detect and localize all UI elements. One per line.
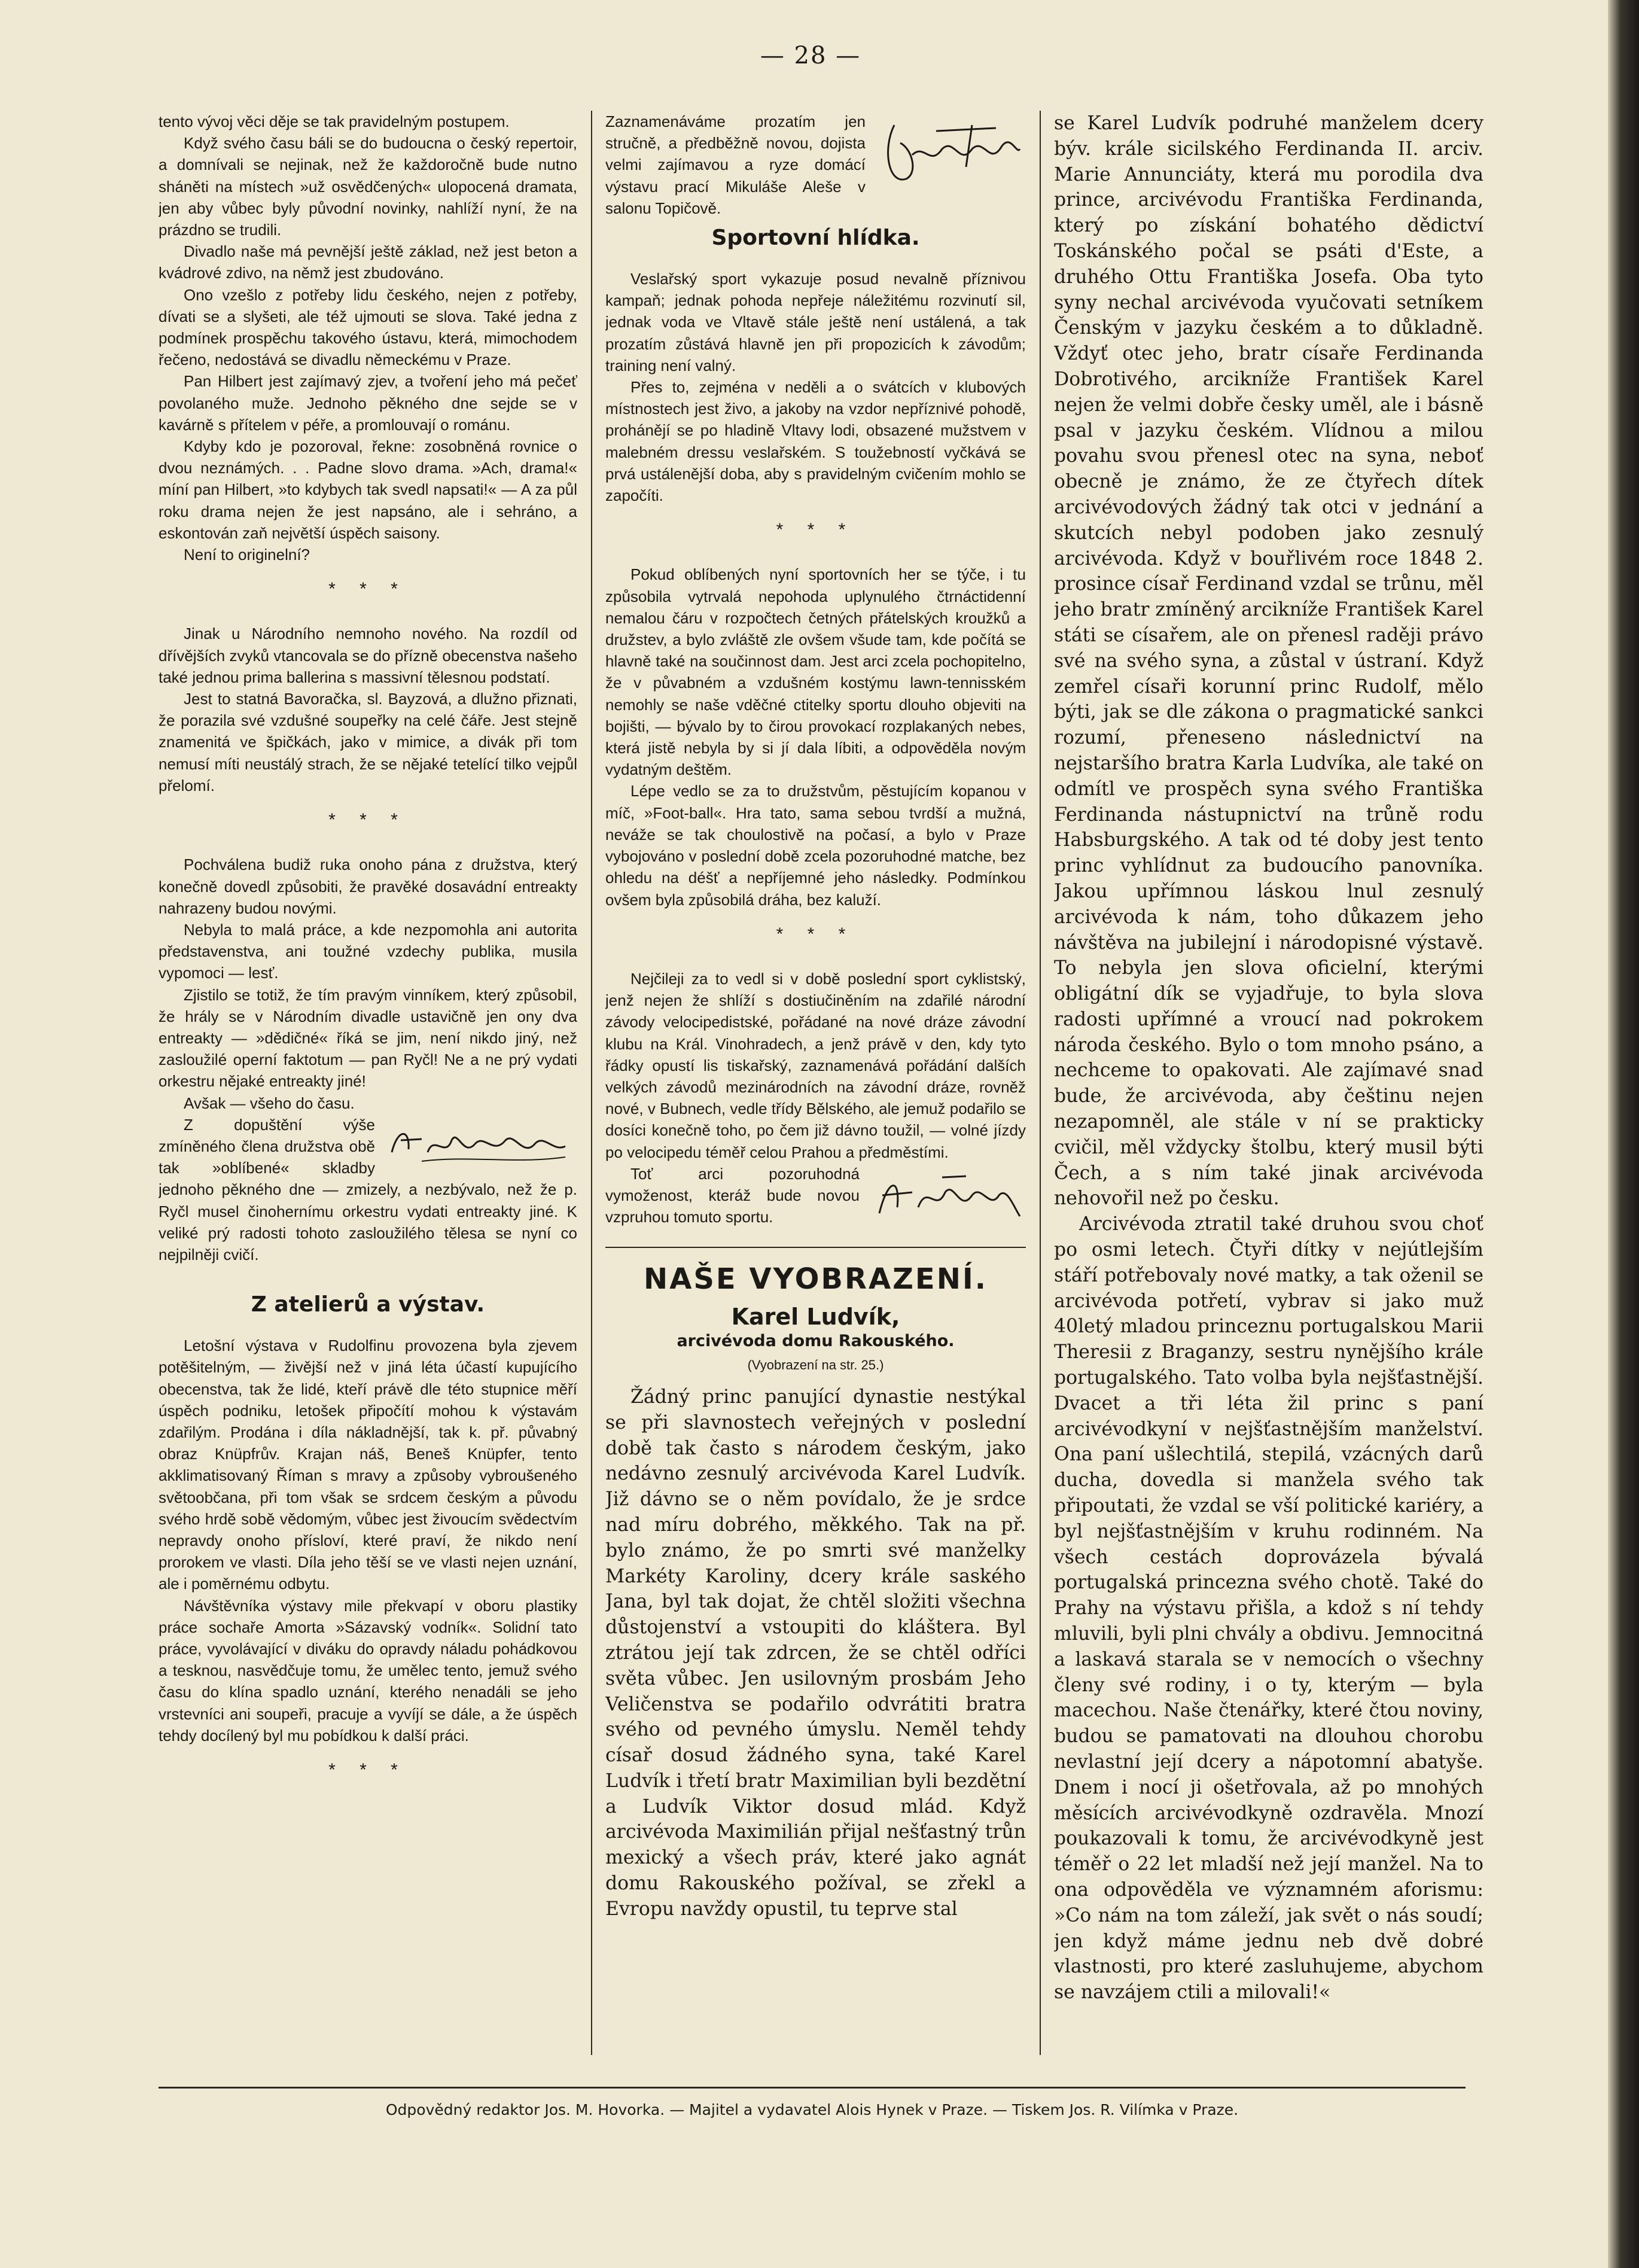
section-divider-stars: * * *	[776, 924, 855, 944]
column-3	[1054, 111, 1483, 2095]
column-separator-2	[1040, 111, 1041, 2055]
illustration-note: (Vyobrazení na str. 25.)	[747, 1357, 884, 1372]
paragraph: se Karel Ludvík podruhé manželem dcery býv. krále sicilského Ferdinanda II. arciv. Marie Annunciáty, která mu porodila dva prince, arcivévodu Františka Ferdinanda, který po získání bohatého dědictví Toskánského počal se psáti d'Este, a druhého Ottu Františka Josefa. Oba tyto syny nechal arcivévoda vyučovati setníkem Čenským v jazyku českém a to důkladně. Vždyť otec jeho, bratr císaře Ferdinanda Dobrotivého, arcikníže František Karel nejen že velmi dobře česky uměl, ale i básně psal v jazyku českém. Vlídnou a milou povahu svou přenesl otec na syna, neboť obecně je známo, že ze čtyřech dítek arcivévodových žádný tak otci v jednání a skutcích nebyl podoben jako zesnulý arcivévoda. Když v bouřlivém roce 1848 2. prosince císař Ferdinand vzdal se trůnu, měl jeho bratr zmíněný arcikníže František Karel státi se císařem, ale on přenesl raději právo své na svého syna, a zůstal v ústraní. Když zemřel císaři korunní princ Rudolf, mělo býti, jak se dle zákona o pragmatické sankci rozumí, přeneseno následnictví na nejstaršího bratra Karla Ludvíka, ale také on odmítl ve prospěch syna svého Františka Ferdinanda nástupnictví na trůně rodu Habsburgského. A tak od té doby jest tento princ vyhlídnut za budoucího panovníka. Jakou upřímnou láskou lnul zesnulý arcivévoda k nám, toho důkazem jeho návštěva na jubilejní i národopisné výstavě. To nebyla jen slova oficielní, kterými obligátní dík se vyjadřuje, to byla slova radosti upřímné a vroucí nad pokrokem národa českého. Bylo o tom mnoho psáno, a nechceme to opakovati. Ale zajímavé snad bude, že arcivévoda, aby češtinu nejen nezapomněl, ale stále v ní se prakticky cvičil, měl vždycky štolbu, který musil býti Čech, a s ním také jinak arcivévoda nehovořil než po česku.	[1054, 112, 1483, 1210]
signature-scribble	[876, 113, 1026, 203]
paragraph: Přes to, zejména v neděli a o svátcích v klubových místnostech jest živo, a jakoby na vzdor nepříznivé pohodě, prohánějí se po hladině Vltavy lodi, obsazené mužstvem v malebném dressu veslařském. S toužebností vyčkává se prvá ustálenější doba, aby s pravidelným cvičením mohlo se započíti.	[605, 378, 1026, 505]
paragraph: Pan Hilbert jest zajímavý zjev, a tvoření jeho má pečeť povolaného muže. Jednoho pěkného dne sejde se v kavárně s přítelem v péře, a promlouvají o románu.	[159, 372, 577, 434]
paragraph: Jest to statná Bavoračka, sl. Bayzová, a dlužno přiznati, že porazila své vzdušné soupeřky na celé čáře. Jest stejně znamenitá ve špičkách, jako v mimice, a divák při tom nemusí míti neustálý strach, že se nějaké tetelící tilko vejpůl přelomí.	[159, 690, 577, 794]
column-1	[159, 111, 577, 2095]
section-divider-stars: * * *	[776, 520, 855, 540]
section-heading-ateliers: Z atelierů a výstav.	[251, 1292, 485, 1317]
column-separator-1	[591, 111, 592, 2055]
paragraph: Lépe vedlo se za to družstvům, pěstujícím kopanou v míč, »Foot-ball«. Hra tato, sama sebou tvrdší a mužná, neváže se tak choulostivě na počasí, a bylo v Praze vybojováno v poslední době zcela pozoruhodné matche, bez ohledu na déšť a nepříjemné jeho následky. Podmínkou ovšem byla způsobilá dráha, bez kaluží.	[605, 782, 1026, 909]
paragraph: Žádný princ panující dynastie nestýkal se při slavnostech veřejných v poslední době tak často s národem českým, jako nedávno zesnulý arcivévoda Karel Ludvík. Již dávno se o něm povídalo, že je srdce nad míru dobrého, měkkého. Tak na př. bylo známo, že po smrti své manželky Markéty Karoliny, dcery krále saského Jana, byl tak dojat, že chtěl složiti všechna důstojenství a vstoupiti do kláštera. Byl ztrátou její tak zdrcen, že se chtěl odříci světa vůbec. Jen usilovným prosbám Jeho Veličenstva se podařilo odvrátiti bratra svého od pevného úmyslu. Neměl tehdy císař dosud žádného syna, také Karel Ludvík i třetí bratr Maximilian byli bezdětní a Ludvík Viktor dosud mlád. Když arcivévoda Maximilián přijal nešťastný trůn mexický a všech práv, které jako agnát domu Rakouského požíval, se zřekl a Evropu navždy opustil, tu teprve stal	[605, 1386, 1026, 1920]
section-heading-sport: Sportovní hlídka.	[711, 226, 920, 251]
paragraph: Kdyby kdo je pozoroval, řekne: zosobněná rovnice o dvou neznámých. . . Padne slovo drama. »Ach, drama!« míní pan Hilbert, »to kdybych tak svedl napsati!« — A za půl roku drama nejen že jest napsáno, ale i sehráno, a eskontován zaň největší úspěch saisony.	[159, 437, 577, 542]
signature-scribble	[386, 1116, 577, 1170]
section-heading-illustrations: NAŠE VYOBRAZENÍ.	[644, 1262, 988, 1296]
page-binding-edge	[1608, 0, 1639, 2268]
signature-kazimir	[386, 1116, 577, 1170]
paragraph: Avšak — všeho do času.	[184, 1094, 355, 1112]
paragraph: Zjistilo se totiž, že tím pravým vinníkem, který způsobil, že hrály se v Národním divadle ustavičně jen ony dva entreakty — »dědičné« říká se jim, není nikdo jiný, než zasloužilé operní faktotum — pan Ryčl! Ne a ne prý vydati orkestru nějaké entreakty jiné!	[159, 985, 577, 1091]
paragraph: Návštěvníka výstavy mile překvapí v oboru plastiky práce sochaře Amorta »Sázavský vodník«. Solidní tato práce, vyvolávající v diváku do opravdy náladu pohádkovou a tesknou, nasvědčuje tomu, že umělec tento, jemuž svého času do klína spadlo uznání, kterého nenadáli se jeho vrstevníci ani soupeři, pracuje a vyvíjí se dále, a že úspěch tehdy docílený byl mu pobídkou k další práci.	[159, 1596, 577, 1745]
paragraph: Nejčileji za to vedl si v době poslední sport cyklistský, jenž nejen že shlíží s dostiučiněním na zdařilé národní závody velocipedistské, pořádané na nové dráze závodní klubu na Král. Vinohradech, a jenž právě v den, kdy tyto řádky opustí lis tiskařský, zaznamenává pořádání dalších velkých závodů mezinárodních na závodní dráze, rovněž nové, v Bubnech, vedle třídy Bělského, ale jemuž podařilo se dosíci konečně toho, po čem již dávno toužil, — volné jízdy po velocipedu téměř celou Prahou a předměstími.	[605, 969, 1026, 1161]
paragraph: Jinak u Národního nemnoho nového. Na rozdíl od dřívějších zvyků vtancovala se do přízně obecenstva našeho také jednou prima ballerina s massivní tělesnou podstatí.	[159, 625, 577, 686]
paragraph: Arcivévoda ztratil také druhou svou choť po osmi letech. Čtyři dítky v nejútlejším stáří potřebovaly nové matky, a tak oženil se arcivévoda potřetí, vybrav si jako muž 40letý mladou princeznu portugalskou Marii Theresii z Braganzy, sestru nynějšího krále portugalského. Tato volba byla nejšťastnější. Dvacet a tři léta žil princ s paní arcivévodkyní v nejšťastnějším manželství. Ona paní ušlechtilá, stepilá, vzácných darů ducha, dovedla si manžela svého tak připoutati, že vzdal se vší politické kariéry, a byl nejšťastnějším v kruhu rodinném. Na všech cestách doprovázela bývalá portugalská princezna svého chotě. Také do Prahy na výstavu přišla, a kdož s ní tehdy mluvili, byli plni chvály a obdivu. Jemnocitná a laskavá starala se v nemocích o všechny členy své rodiny, i o ty, kterým — byla macechou. Naše čtenářky, které čtou noviny, budou se pamatovati na dlouhou chorobu nevlastní její dcery a nápotomní abatyše. Dnem i nocí ji ošetřovala, až po mnohých měsících arcivévodkyně ozdravěla. Mnozí poukazovali k tomu, že arcivévodkyně jest téměř o 22 let mladší než její manžel. Na to ona odpověděla ve významném aforismu: »Co nám na tom záleží, jak svět o nás soudí; jen když máme jednu neb dvě dobré vlastnosti, pro které zasluhujeme, abychom se navzájem ctili a milovali!«	[1054, 1213, 1483, 2004]
paragraph: Pokud oblíbených nyní sportovních her se týče, i tu způsobila vytrvalá nepohoda uplynulého čtrnáctidenní nemalou čáru v rozpočtech četných přátelských kroužků a družstev, a bylo zvláště zle ovšem všude tam, kde počítá se hlavně také na součinnost dam. Jest arci zcela pochopitelno, že v půvabném a vzdušném kostýmu lawn-tennisském nemohly se naše vděčné ctitelky sportu dlouho objeviti na bojišti, — bývalo by to čirou provokací rozplakaných nebes, která jistě nebyla by si jí dala líbiti, a odpověděla novým vydatným deštěm.	[605, 565, 1026, 779]
section-divider-stars: * * *	[328, 579, 407, 599]
paragraph: Z dopuštění výše zmíněného člena družstva obě tak »oblíbené« skladby jednoho pěkného dne — zmizely, a nezbývalo, než že p. Ryčl musel činohernímu orkestru vydati entreakty jiné. K veliké prý radosti tohoto zasloužilého tělesa se nyní co nejpilněji cvičí.	[159, 1115, 577, 1264]
paragraph: tento vývoj věci děje se tak pravidelným postupem.	[159, 112, 510, 130]
paragraph: Pochválena budiž ruka onoho pána z družstva, který konečně dovedl způsobiti, že pravěké dosavádní entreakty nahrazeny budou novými.	[159, 856, 577, 917]
paragraph: Divadlo naše má pevnější ještě základ, než jest beton a kvádrové zdivo, na němž jest zbudováno.	[159, 242, 577, 282]
section-divider-stars: * * *	[328, 1760, 407, 1780]
page-number: — 28 —	[760, 42, 861, 69]
section-rule	[605, 1247, 1026, 1248]
paragraph: Veslařský sport vykazuje posud nevalně příznivou kampaň; jednak pohoda nepřeje náležitému rozvinutí sil, jednak voda ve Vltavě stále ještě není ustálená, a tak prozatím zůstává hlavně jen při propozicích k závodům; training není valný.	[605, 270, 1026, 375]
footer-imprint: Odpovědný redaktor Jos. M. Hovorka. — Majitel a vydavatel Alois Hynek v Praze. — Tiskem Jos. R. Vilímka v Praze.	[385, 2101, 1239, 2118]
signature-scribble	[870, 1165, 1026, 1231]
paragraph: Ono vzešlo z potřeby lidu českého, nejen z potřeby, dívati se a slyšeti, ale též ujmouti se slova. Také jedna z podmínek prospěchu takového ústavu, která, mimochodem řečeno, nedostává se divadlu německému v Praze.	[159, 285, 577, 369]
subheading-name: Karel Ludvík,	[731, 1303, 900, 1330]
paragraph: Když svého času báli se do budoucna o český repertoir, a domnívali se nejinak, než že každoročně bude nutno sháněti na místech »už osvědčených« ulopocená dramata, jen aby vůbec byly původní novinky, nahlíží nyní, že na prázdno se trudili.	[159, 134, 577, 239]
paragraph: Letošní výstava v Rudolfinu provozena byla zjevem potěšitelným, — živější než v jiná léta účastí kupujícího obecenstva, tak že lidé, kteří právě dle této stupnice měří úspěch podniku, letošek připočítí mohou k výstavám zdařilým. Prodána i díla nákladnější, tak k. př. půvabný obraz Knüpfrův. Krajan náš, Beneš Knüpfer, tento akklimatisovaný Říman s mravy a způsoby vybroušeného světoobčana, při tom však se srdcem českým a původu svého hrdě sobě vědomým, vůbec jest živoucím svědectvím nepravdy onoho přísloví, které praví, že nikdo není prorokem ve vlasti. Díla jeho těší se ve vlasti nejen uznání, ale i poměrnému odbytu.	[159, 1337, 577, 1593]
section-divider-stars: * * *	[328, 810, 407, 830]
signature-amintas	[870, 1165, 1026, 1231]
column-2	[605, 111, 1026, 2095]
signature-svetly	[876, 113, 1026, 203]
subheading-title: arcivévoda domu Rakouského.	[677, 1331, 955, 1350]
paragraph: Toť arci pozoruhodná vymoženost, kteráž bude novou vzpruhou tomuto sportu.	[605, 1164, 860, 1226]
paragraph: Zaznamenáváme prozatím jen stručně, a předběžně novou, dojista velmi zajímavou a ryze domácí výstavu prací Mikuláše Aleše v salonu Topičově.	[605, 112, 866, 217]
paragraph: Není to originelní?	[184, 546, 310, 564]
paragraph: Nebyla to malá práce, a kde nezpomohla ani autorita představenstva, ani toužné vzdechy publika, musila vypomoci — lesť.	[159, 920, 577, 982]
footer-rule	[159, 2087, 1466, 2089]
